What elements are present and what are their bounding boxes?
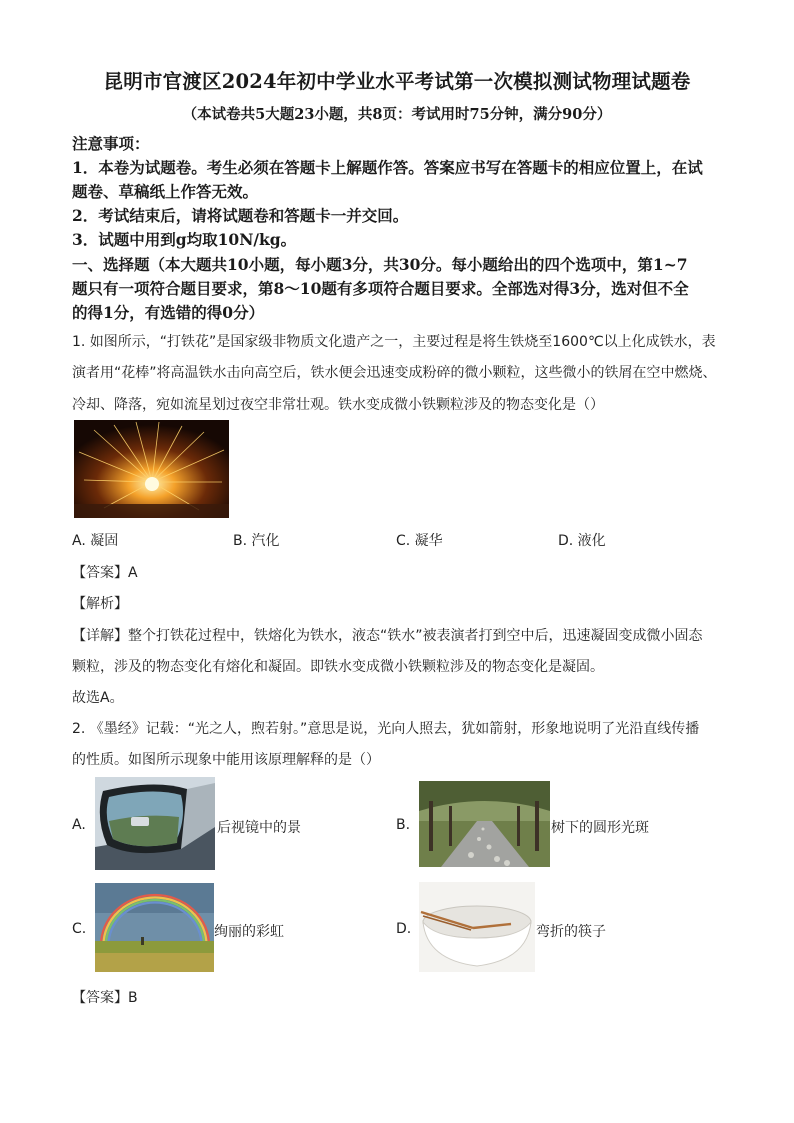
q2-option-d-letter: D. bbox=[396, 921, 412, 937]
q2-photo-rainbow bbox=[95, 883, 214, 972]
rainbow-image bbox=[95, 883, 214, 972]
q2-photo-side-mirror bbox=[95, 777, 215, 870]
q1-photo-iron-sparks bbox=[74, 420, 229, 518]
notice-line: 2．考试结束后，请将试题卷和答题卡一并交回。 bbox=[72, 206, 409, 225]
notice-line: 1．本卷为试题卷。考生必须在答题卡上解题作答。答案应书写在答题卡的相应位置上，在试 bbox=[72, 158, 703, 177]
q2-option-a-letter: A. bbox=[72, 817, 86, 833]
q2-option-d-caption: 弯折的筷子 bbox=[536, 924, 606, 940]
notice-heading: 注意事项： bbox=[72, 134, 150, 153]
q2-photo-bent-chopsticks bbox=[419, 882, 535, 972]
q1-stem-line: 演者用“花棒”将高温铁水击向高空后，铁水便会迅速变成粉碎的微小颗粒，这些微小的铁屑在空中燃烧、 bbox=[72, 365, 717, 381]
q2-option-c-letter: C. bbox=[72, 921, 87, 937]
section-line: 的得1分，有选错的得0分） bbox=[72, 303, 265, 322]
q2-option-b-letter: B. bbox=[396, 817, 411, 833]
page-title: 昆明市官渡区2024年初中学业水平考试第一次模拟测试物理试题卷 bbox=[103, 70, 691, 93]
q1-detail-line: 颗粒，涉及的物态变化有熔化和凝固。即铁水变成微小铁颗粒涉及的物态变化是凝固。 bbox=[72, 659, 604, 675]
q1-option-b: B. 汽化 bbox=[233, 533, 280, 549]
q2-option-a-caption: 后视镜中的景 bbox=[217, 820, 301, 836]
q2-stem-line: 的性质。如图所示现象中能用该原理解释的是（） bbox=[72, 752, 380, 768]
q1-conclusion: 故选A。 bbox=[72, 690, 124, 706]
tree-path-image bbox=[419, 781, 550, 867]
q2-option-c-caption: 绚丽的彩虹 bbox=[214, 924, 284, 940]
section-line: 题只有一项符合题目要求，第8～10题有多项符合题目要求。全部选对得3分，选对但不全 bbox=[72, 279, 689, 298]
q1-stem-line: 1. 如图所示，“打铁花”是国家级非物质文化遗产之一，主要过程是将生铁烧至1600℃以上化成铁水，表 bbox=[72, 334, 716, 350]
q1-detail-line: 【详解】整个打铁花过程中，铁熔化为铁水，液态“铁水”被表演者打到空中后，迅速凝固变成微小固态 bbox=[72, 628, 703, 644]
notice-line: 题卷、草稿纸上作答无效。 bbox=[72, 182, 259, 201]
q1-option-c: C. 凝华 bbox=[396, 533, 443, 549]
page-subtitle: （本试卷共5大题23小题，共8页：考试用时75分钟，满分90分） bbox=[182, 106, 612, 123]
q2-stem-line: 2. 《墨经》记载：“光之人，煦若射。”意思是说，光向人照去，犹如箭射，形象地说明了光沿直线传播 bbox=[72, 721, 700, 737]
sparks-image bbox=[74, 420, 229, 518]
section-heading: 一、选择题（本大题共10小题，每小题3分，共30分。每小题给出的四个选项中，第1~7 bbox=[72, 255, 688, 274]
q1-option-d: D. 液化 bbox=[558, 533, 606, 549]
chopsticks-bowl-image bbox=[419, 882, 535, 972]
q1-answer: 【答案】A bbox=[72, 565, 138, 581]
q1-stem-line: 冷却、降落，宛如流星划过夜空非常壮观。铁水变成微小铁颗粒涉及的物态变化是（） bbox=[72, 397, 604, 413]
side-mirror-image bbox=[95, 777, 215, 870]
q2-photo-tree-shadows bbox=[419, 781, 550, 867]
q2-answer: 【答案】B bbox=[72, 990, 138, 1006]
q1-analysis-label: 【解析】 bbox=[72, 596, 128, 612]
q2-option-b-caption: 树下的圆形光斑 bbox=[551, 820, 649, 836]
notice-line: 3．试题中用到g均取10N/kg。 bbox=[72, 230, 297, 249]
q1-option-a: A. 凝固 bbox=[72, 533, 119, 549]
